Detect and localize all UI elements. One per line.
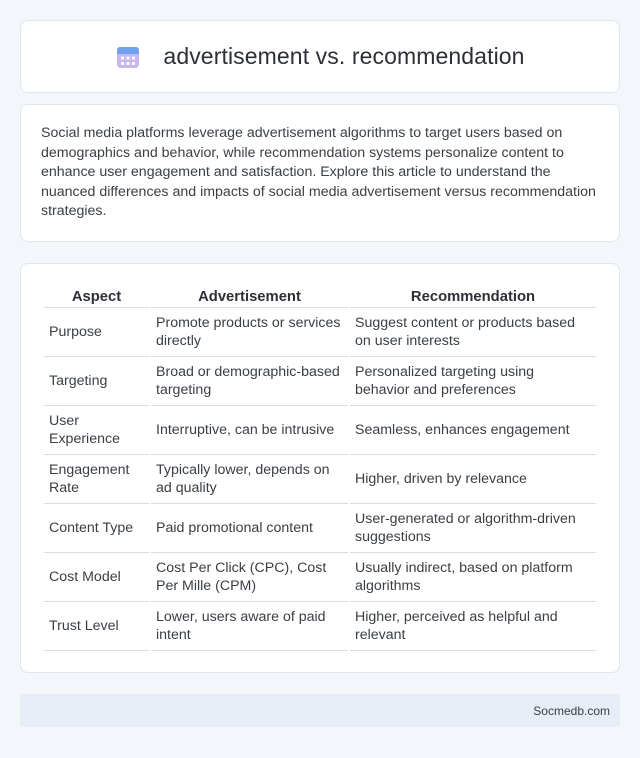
aspect-cell: Targeting [44, 357, 149, 406]
table-row [44, 553, 596, 602]
advertisement-cell: Paid promotional content [151, 504, 348, 553]
recommendation-cell: Suggest content or products based on user interests [350, 308, 596, 357]
table-row [44, 308, 596, 357]
comparison-table [42, 286, 598, 651]
aspect-cell: Trust Level [44, 602, 149, 651]
recommendation-cell: Seamless, enhances engagement [350, 406, 596, 455]
advertisement-cell: Cost Per Click (CPC), Cost Per Mille (CPM) [151, 553, 348, 602]
header-advertisement: Advertisement [151, 286, 348, 308]
aspect-cell: Cost Model [44, 553, 149, 602]
advertisement-cell: Interruptive, can be intrusive [151, 406, 348, 455]
advertisement-cell: Promote products or services directly [151, 308, 348, 357]
recommendation-cell: Higher, driven by relevance [350, 455, 596, 504]
aspect-cell: User Experience [44, 406, 149, 455]
intro-text: Social media platforms leverage advertisement algorithms to target users based on demographics and behavior, while recommendation systems personalize content to enhance user engagement and satisfaction. Explore this article to understand the nuanced differences and impacts of social media advertisement versus recommendation strategies. [41, 125, 596, 220]
title-card [20, 20, 620, 93]
aspect-cell: Engagement Rate [44, 455, 149, 504]
footer [20, 694, 620, 727]
recommendation-cell: Higher, perceived as helpful and relevant [350, 602, 596, 651]
comparison-card [20, 263, 620, 673]
table-row [44, 504, 596, 553]
intro-card [20, 104, 620, 242]
table-row [44, 455, 596, 504]
table-row [44, 406, 596, 455]
table-header-row [44, 286, 596, 308]
aspect-cell: Purpose [44, 308, 149, 357]
advertisement-cell: Typically lower, depends on ad quality [151, 455, 348, 504]
table-row [44, 357, 596, 406]
footer-site-link[interactable]: Socmedb.com [533, 703, 610, 718]
advertisement-cell: Lower, users aware of paid intent [151, 602, 348, 651]
table-row [44, 602, 596, 651]
recommendation-cell: Personalized targeting using behavior and preferences [350, 357, 596, 406]
header-aspect: Aspect [44, 286, 149, 308]
page-title: advertisement vs. recommendation [163, 43, 525, 69]
header-recommendation: Recommendation [350, 286, 596, 308]
recommendation-cell: Usually indirect, based on platform algorithms [350, 553, 596, 602]
calendar-icon [115, 44, 141, 70]
advertisement-cell: Broad or demographic-based targeting [151, 357, 348, 406]
recommendation-cell: User-generated or algorithm-driven suggestions [350, 504, 596, 553]
aspect-cell: Content Type [44, 504, 149, 553]
